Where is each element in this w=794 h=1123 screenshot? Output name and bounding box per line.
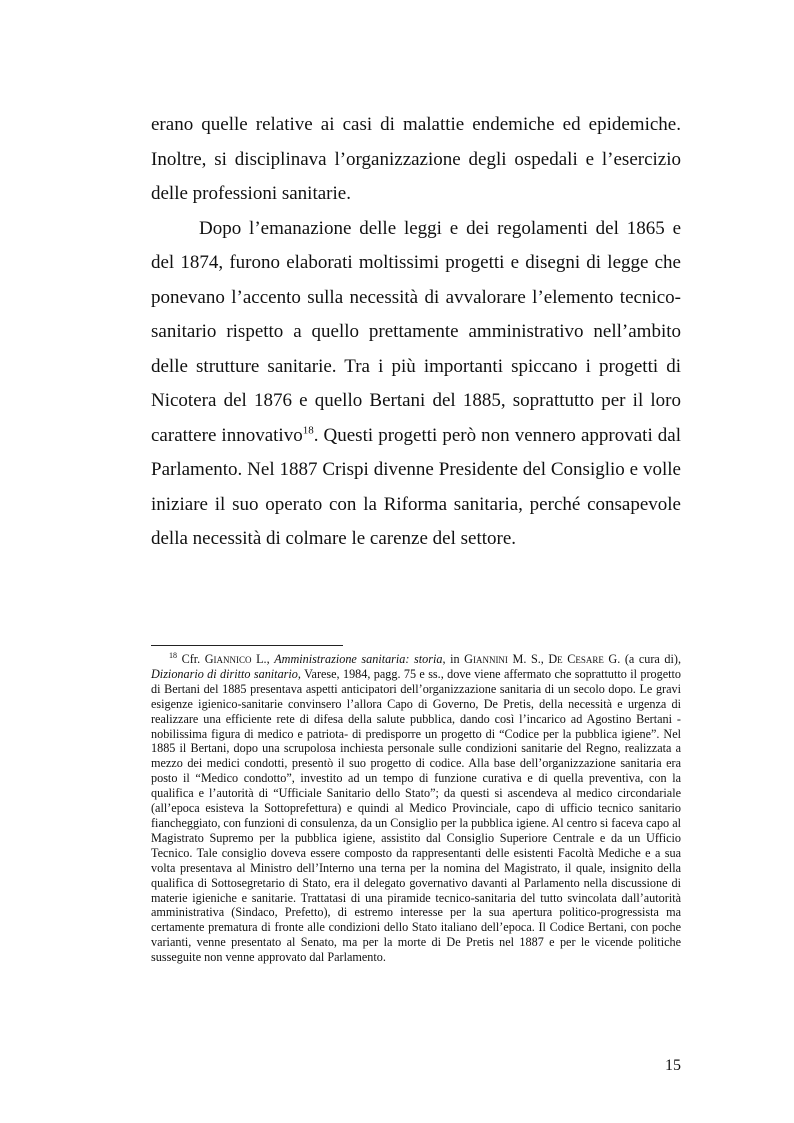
page-number: 15	[665, 1057, 681, 1074]
footnote-title-1: Amministrazione sanitaria: storia	[274, 652, 443, 666]
footnote	[151, 652, 681, 965]
footnote-separator	[151, 645, 343, 646]
paragraph-2-continuation: . Questi progetti però non vennero approvati dal Parlamento. Nel 1887 Crispi divenne Presidente del Consiglio e volle iniziare il suo operato con la Riforma sanitaria, perché consapevole della necessità di colmare le carenze del settore.	[151, 424, 681, 549]
body-text	[151, 108, 681, 557]
footnote-separator-1: ,	[266, 652, 275, 666]
footnote-author-de-cesare: De Cesare G.	[548, 652, 621, 666]
paragraph-2-text: Dopo l’emanazione delle leggi e dei regolamenti del 1865 e del 1874, furono elaborati moltissimi progetti e disegni di legge che ponevano l’accento sulla necessità di avvalorare l’elemento tecnico-sanitario rispetto a quello prettamente amministrativo nell’ambito delle strutture sanitarie. Tra i più importanti spiccano i progetti di Nicotera del 1876 e quello Bertani del 1885, soprattutto per il loro carattere innovativo	[151, 217, 681, 446]
footnote-author-giannico: Giannico L.	[204, 652, 267, 666]
footnote-18	[151, 652, 681, 965]
footnote-reference: 18	[302, 424, 314, 437]
footnote-author-giannini: Giannini M. S.	[464, 652, 541, 666]
footnote-text: , Varese, 1984, pagg. 75 e ss., dove viene affermato che soprattutto il progetto di Bertani del 1885 presentava aspetti anticipatori dell’organizzazione sanitaria di un secolo dopo. Le gravi esigenze igienico-sanitarie convinsero l’allora Capo di Governo, De Pretis, della necessità e urgenza di realizzare una efficiente rete di difesa della salute pubblica, dando così l’incarico ad Agostino Bertani - nobilissima figura di medico e patriota- di predisporre un progetto di “Codice per la pubblica igiene”. Nel 1885 il Bertani, dopo una scrupolosa inchiesta personale sulle condizioni sanitarie del Regno, realizzata a mezzo dei medici condotti, presentò il suo progetto di codice. Alla base dell’organizzazione sanitaria era posto il “Medico condotto”, investito ad un tempo di funzione curativa e di quella preventiva, con la qualifica e l’autorità di “Ufficiale Sanitario dello Stato”; da questi si ascendeva al medico circondariale (all’epoca esisteva la Sottoprefettura) e quindi al Medico Provinciale, capo di ufficio tecnico sanitario fiancheggiato, con funzioni di consulenza, da un Consiglio per la pubblica igiene. Al centro si faceva capo al Magistrato Supremo per la pubblica igiene, assistito dal Consiglio Superiore Centrale e da un Ufficio Tecnico. Tale consiglio doveva essere composto da rappresentanti delle esistenti Facoltà Mediche e a sua volta presentava al Ministro dell’Interno una terna per la nomina del Magistrato, il quale, insignito della qualifica di Sottosegretario di Stato, era il delegato governativo davanti al Parlamento nella discussione di materie igieniche e sanitarie. Trattatasi di una piramide tecnico-sanitaria del tutto svincolata dall’autorità amministrativa (Sindaco, Prefetto), di estremo interesse per la sua apertura politico-progressista ma certamente prematura di fronte alle condizioni dello Stato italiano dell’epoca. Il Codice Bertani, con poche varianti, venne presentato al Senato, ma per la morte di De Pretis nel 1887 e per le vicende politiche susseguite non venne approvato dal Parlamento.	[151, 666, 681, 965]
paragraph-1: erano quelle relative ai casi di malattie endemiche ed epidemiche. Inoltre, si disciplinava l’organizzazione degli ospedali e l’esercizio delle professioni sanitarie.	[151, 114, 681, 204]
footnote-number: 18	[169, 650, 177, 660]
footnote-separator-4: (a cura di),	[620, 652, 681, 666]
footnote-cfr: Cfr.	[177, 652, 205, 666]
footnote-separator-2: , in	[442, 652, 465, 666]
footnote-separator-3: ,	[540, 652, 549, 666]
paragraph-2	[151, 212, 681, 557]
footnote-title-2: Dizionario di diritto sanitario	[151, 666, 298, 681]
